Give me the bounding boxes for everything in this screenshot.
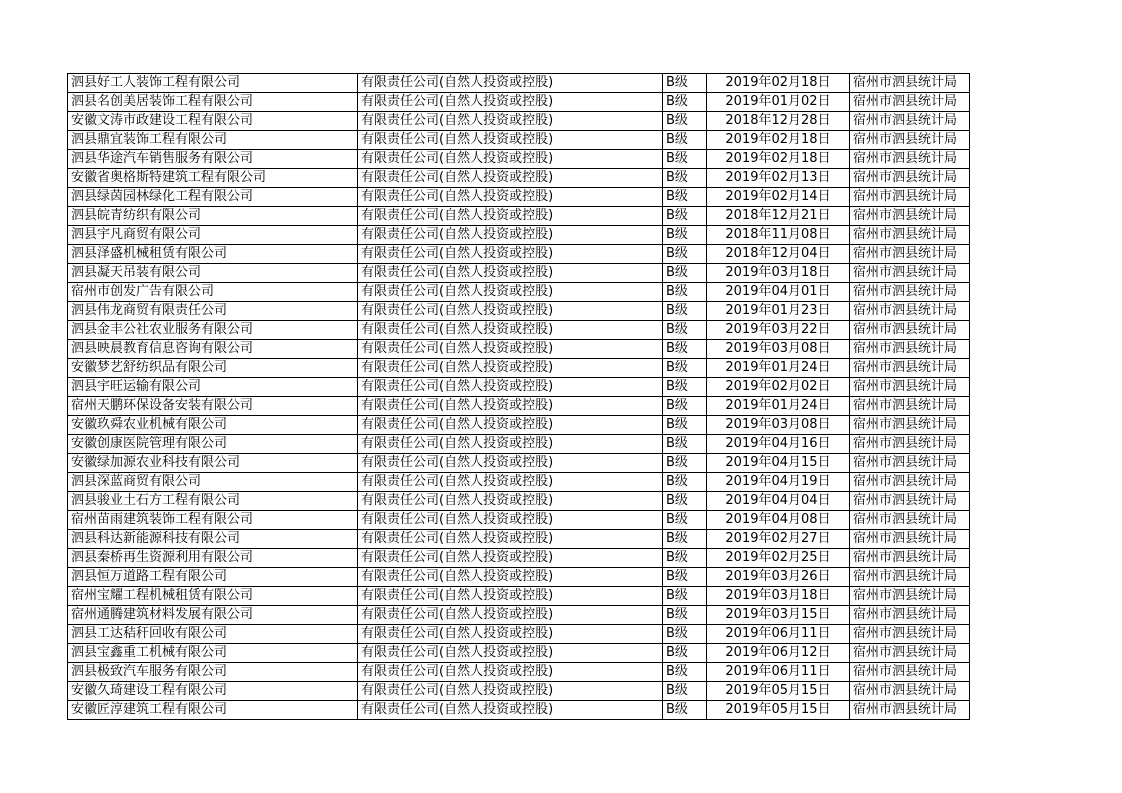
company-name-cell: 宿州宝耀工程机械租赁有限公司	[68, 587, 358, 606]
company-name-cell: 泗县名创美居装饰工程有限公司	[68, 93, 358, 112]
authority-cell: 宿州市泗县统计局	[850, 74, 970, 93]
authority-cell: 宿州市泗县统计局	[850, 416, 970, 435]
company-name-cell: 安徽文涛市政建设工程有限公司	[68, 112, 358, 131]
authority-cell: 宿州市泗县统计局	[850, 473, 970, 492]
date-cell: 2019年01月02日	[707, 93, 850, 112]
credit-grade-cell: B级	[663, 93, 707, 112]
authority-cell: 宿州市泗县统计局	[850, 397, 970, 416]
date-cell: 2019年04月16日	[707, 435, 850, 454]
credit-grade-cell: B级	[663, 150, 707, 169]
credit-grade-cell: B级	[663, 226, 707, 245]
credit-grade-cell: B级	[663, 663, 707, 682]
company-type-cell: 有限责任公司(自然人投资或控股)	[358, 473, 663, 492]
table-row	[68, 93, 970, 112]
credit-grade-cell: B级	[663, 606, 707, 625]
credit-grade-cell: B级	[663, 340, 707, 359]
authority-cell: 宿州市泗县统计局	[850, 169, 970, 188]
date-cell: 2019年04月19日	[707, 473, 850, 492]
credit-grade-cell: B级	[663, 188, 707, 207]
authority-cell: 宿州市泗县统计局	[850, 511, 970, 530]
company-name-cell: 泗县深蓝商贸有限公司	[68, 473, 358, 492]
authority-cell: 宿州市泗县统计局	[850, 359, 970, 378]
table-row	[68, 682, 970, 701]
company-type-cell: 有限责任公司(自然人投资或控股)	[358, 150, 663, 169]
credit-grade-cell: B级	[663, 131, 707, 150]
date-cell: 2019年04月15日	[707, 454, 850, 473]
table-row	[68, 530, 970, 549]
company-type-cell: 有限责任公司(自然人投资或控股)	[358, 587, 663, 606]
authority-cell: 宿州市泗县统计局	[850, 682, 970, 701]
table-row	[68, 226, 970, 245]
authority-cell: 宿州市泗县统计局	[850, 568, 970, 587]
table-row	[68, 283, 970, 302]
authority-cell: 宿州市泗县统计局	[850, 226, 970, 245]
table-row	[68, 625, 970, 644]
table-row	[68, 150, 970, 169]
credit-grade-cell: B级	[663, 549, 707, 568]
company-rating-table	[67, 73, 970, 720]
company-type-cell: 有限责任公司(自然人投资或控股)	[358, 74, 663, 93]
date-cell: 2019年02月18日	[707, 150, 850, 169]
credit-grade-cell: B级	[663, 169, 707, 188]
table-row	[68, 454, 970, 473]
company-type-cell: 有限责任公司(自然人投资或控股)	[358, 568, 663, 587]
company-name-cell: 泗县极致汽车服务有限公司	[68, 663, 358, 682]
credit-grade-cell: B级	[663, 530, 707, 549]
credit-grade-cell: B级	[663, 454, 707, 473]
authority-cell: 宿州市泗县统计局	[850, 587, 970, 606]
authority-cell: 宿州市泗县统计局	[850, 245, 970, 264]
credit-grade-cell: B级	[663, 378, 707, 397]
company-type-cell: 有限责任公司(自然人投资或控股)	[358, 416, 663, 435]
company-name-cell: 安徽创康医院管理有限公司	[68, 435, 358, 454]
authority-cell: 宿州市泗县统计局	[850, 454, 970, 473]
credit-grade-cell: B级	[663, 283, 707, 302]
company-type-cell: 有限责任公司(自然人投资或控股)	[358, 606, 663, 625]
date-cell: 2019年06月11日	[707, 663, 850, 682]
date-cell: 2019年03月18日	[707, 264, 850, 283]
table-row	[68, 435, 970, 454]
company-type-cell: 有限责任公司(自然人投资或控股)	[358, 530, 663, 549]
date-cell: 2019年04月01日	[707, 283, 850, 302]
authority-cell: 宿州市泗县统计局	[850, 112, 970, 131]
company-type-cell: 有限责任公司(自然人投资或控股)	[358, 302, 663, 321]
company-name-cell: 泗县映晨教育信息咨询有限公司	[68, 340, 358, 359]
authority-cell: 宿州市泗县统计局	[850, 663, 970, 682]
company-name-cell: 安徽省奥格斯特建筑工程有限公司	[68, 169, 358, 188]
credit-grade-cell: B级	[663, 587, 707, 606]
company-type-cell: 有限责任公司(自然人投资或控股)	[358, 340, 663, 359]
company-name-cell: 泗县绿茵园林绿化工程有限公司	[68, 188, 358, 207]
company-type-cell: 有限责任公司(自然人投资或控股)	[358, 378, 663, 397]
credit-grade-cell: B级	[663, 74, 707, 93]
credit-grade-cell: B级	[663, 245, 707, 264]
company-name-cell: 安徽绿加源农业科技有限公司	[68, 454, 358, 473]
company-type-cell: 有限责任公司(自然人投资或控股)	[358, 549, 663, 568]
company-type-cell: 有限责任公司(自然人投资或控股)	[358, 454, 663, 473]
company-type-cell: 有限责任公司(自然人投资或控股)	[358, 245, 663, 264]
table-row	[68, 663, 970, 682]
authority-cell: 宿州市泗县统计局	[850, 321, 970, 340]
credit-grade-cell: B级	[663, 644, 707, 663]
company-type-cell: 有限责任公司(自然人投资或控股)	[358, 226, 663, 245]
company-type-cell: 有限责任公司(自然人投资或控股)	[358, 112, 663, 131]
authority-cell: 宿州市泗县统计局	[850, 131, 970, 150]
authority-cell: 宿州市泗县统计局	[850, 302, 970, 321]
authority-cell: 宿州市泗县统计局	[850, 207, 970, 226]
date-cell: 2018年11月08日	[707, 226, 850, 245]
authority-cell: 宿州市泗县统计局	[850, 283, 970, 302]
table-row	[68, 511, 970, 530]
credit-grade-cell: B级	[663, 701, 707, 720]
table-row	[68, 321, 970, 340]
credit-grade-cell: B级	[663, 264, 707, 283]
company-name-cell: 泗县骏业土石方工程有限公司	[68, 492, 358, 511]
date-cell: 2019年06月11日	[707, 625, 850, 644]
table-row	[68, 74, 970, 93]
table-row	[68, 378, 970, 397]
table-row	[68, 169, 970, 188]
table-row	[68, 644, 970, 663]
credit-grade-cell: B级	[663, 207, 707, 226]
date-cell: 2018年12月04日	[707, 245, 850, 264]
table-body	[68, 74, 970, 720]
date-cell: 2019年04月08日	[707, 511, 850, 530]
company-type-cell: 有限责任公司(自然人投资或控股)	[358, 264, 663, 283]
company-type-cell: 有限责任公司(自然人投资或控股)	[358, 321, 663, 340]
date-cell: 2019年03月18日	[707, 587, 850, 606]
company-name-cell: 泗县科达新能源科技有限公司	[68, 530, 358, 549]
authority-cell: 宿州市泗县统计局	[850, 549, 970, 568]
company-name-cell: 泗县恒万道路工程有限公司	[68, 568, 358, 587]
table-row	[68, 473, 970, 492]
company-name-cell: 泗县凝天吊装有限公司	[68, 264, 358, 283]
date-cell: 2019年05月15日	[707, 682, 850, 701]
company-type-cell: 有限责任公司(自然人投资或控股)	[358, 682, 663, 701]
company-type-cell: 有限责任公司(自然人投资或控股)	[358, 435, 663, 454]
company-name-cell: 安徽匠淳建筑工程有限公司	[68, 701, 358, 720]
credit-grade-cell: B级	[663, 473, 707, 492]
table-row	[68, 131, 970, 150]
company-type-cell: 有限责任公司(自然人投资或控股)	[358, 169, 663, 188]
authority-cell: 宿州市泗县统计局	[850, 435, 970, 454]
table-row	[68, 397, 970, 416]
authority-cell: 宿州市泗县统计局	[850, 530, 970, 549]
table-row	[68, 264, 970, 283]
credit-grade-cell: B级	[663, 492, 707, 511]
date-cell: 2019年02月27日	[707, 530, 850, 549]
date-cell: 2019年03月08日	[707, 340, 850, 359]
table-row	[68, 207, 970, 226]
table-row	[68, 701, 970, 720]
company-type-cell: 有限责任公司(自然人投资或控股)	[358, 511, 663, 530]
table-row	[68, 568, 970, 587]
date-cell: 2019年02月14日	[707, 188, 850, 207]
company-name-cell: 泗县金丰公社农业服务有限公司	[68, 321, 358, 340]
company-name-cell: 泗县宝鑫重工机械有限公司	[68, 644, 358, 663]
company-type-cell: 有限责任公司(自然人投资或控股)	[358, 397, 663, 416]
table-row	[68, 112, 970, 131]
company-type-cell: 有限责任公司(自然人投资或控股)	[358, 188, 663, 207]
date-cell: 2019年04月04日	[707, 492, 850, 511]
date-cell: 2018年12月21日	[707, 207, 850, 226]
authority-cell: 宿州市泗县统计局	[850, 378, 970, 397]
table-row	[68, 416, 970, 435]
company-name-cell: 安徽玖舜农业机械有限公司	[68, 416, 358, 435]
company-type-cell: 有限责任公司(自然人投资或控股)	[358, 131, 663, 150]
date-cell: 2019年01月24日	[707, 397, 850, 416]
authority-cell: 宿州市泗县统计局	[850, 150, 970, 169]
company-name-cell: 泗县工达秸秆回收有限公司	[68, 625, 358, 644]
authority-cell: 宿州市泗县统计局	[850, 701, 970, 720]
credit-grade-cell: B级	[663, 625, 707, 644]
company-name-cell: 宿州市创发广告有限公司	[68, 283, 358, 302]
company-type-cell: 有限责任公司(自然人投资或控股)	[358, 283, 663, 302]
date-cell: 2019年03月22日	[707, 321, 850, 340]
company-name-cell: 泗县皖青纺织有限公司	[68, 207, 358, 226]
date-cell: 2019年05月15日	[707, 701, 850, 720]
credit-grade-cell: B级	[663, 302, 707, 321]
company-name-cell: 泗县宇凡商贸有限公司	[68, 226, 358, 245]
company-type-cell: 有限责任公司(自然人投资或控股)	[358, 644, 663, 663]
date-cell: 2019年01月24日	[707, 359, 850, 378]
company-name-cell: 泗县好工人装饰工程有限公司	[68, 74, 358, 93]
company-name-cell: 泗县宇旺运输有限公司	[68, 378, 358, 397]
company-name-cell: 安徽久琦建设工程有限公司	[68, 682, 358, 701]
company-name-cell: 泗县鼎宜装饰工程有限公司	[68, 131, 358, 150]
company-type-cell: 有限责任公司(自然人投资或控股)	[358, 93, 663, 112]
table-row	[68, 359, 970, 378]
authority-cell: 宿州市泗县统计局	[850, 188, 970, 207]
authority-cell: 宿州市泗县统计局	[850, 264, 970, 283]
table-row	[68, 245, 970, 264]
company-name-cell: 泗县华途汽车销售服务有限公司	[68, 150, 358, 169]
company-name-cell: 宿州天鹏环保设备安装有限公司	[68, 397, 358, 416]
credit-grade-cell: B级	[663, 435, 707, 454]
table-row	[68, 587, 970, 606]
company-name-cell: 泗县伟龙商贸有限责任公司	[68, 302, 358, 321]
credit-grade-cell: B级	[663, 682, 707, 701]
date-cell: 2019年02月13日	[707, 169, 850, 188]
company-name-cell: 宿州通腾建筑材料发展有限公司	[68, 606, 358, 625]
date-cell: 2019年02月18日	[707, 74, 850, 93]
company-name-cell: 泗县泽盛机械租赁有限公司	[68, 245, 358, 264]
credit-grade-cell: B级	[663, 112, 707, 131]
date-cell: 2019年03月26日	[707, 568, 850, 587]
table-row	[68, 606, 970, 625]
date-cell: 2019年02月18日	[707, 131, 850, 150]
credit-grade-cell: B级	[663, 416, 707, 435]
date-cell: 2019年03月08日	[707, 416, 850, 435]
credit-grade-cell: B级	[663, 321, 707, 340]
authority-cell: 宿州市泗县统计局	[850, 625, 970, 644]
authority-cell: 宿州市泗县统计局	[850, 606, 970, 625]
date-cell: 2019年06月12日	[707, 644, 850, 663]
company-type-cell: 有限责任公司(自然人投资或控股)	[358, 359, 663, 378]
company-name-cell: 安徽梦艺舒纺织品有限公司	[68, 359, 358, 378]
credit-grade-cell: B级	[663, 397, 707, 416]
company-type-cell: 有限责任公司(自然人投资或控股)	[358, 625, 663, 644]
date-cell: 2019年03月15日	[707, 606, 850, 625]
company-type-cell: 有限责任公司(自然人投资或控股)	[358, 207, 663, 226]
date-cell: 2019年01月23日	[707, 302, 850, 321]
credit-grade-cell: B级	[663, 359, 707, 378]
company-type-cell: 有限责任公司(自然人投资或控股)	[358, 492, 663, 511]
authority-cell: 宿州市泗县统计局	[850, 93, 970, 112]
date-cell: 2019年02月25日	[707, 549, 850, 568]
table-row	[68, 302, 970, 321]
credit-grade-cell: B级	[663, 568, 707, 587]
credit-grade-cell: B级	[663, 511, 707, 530]
company-name-cell: 宿州苗雨建筑装饰工程有限公司	[68, 511, 358, 530]
table-row	[68, 549, 970, 568]
company-name-cell: 泗县秦桥再生资源利用有限公司	[68, 549, 358, 568]
table-row	[68, 188, 970, 207]
table-row	[68, 492, 970, 511]
table-row	[68, 340, 970, 359]
company-type-cell: 有限责任公司(自然人投资或控股)	[358, 701, 663, 720]
authority-cell: 宿州市泗县统计局	[850, 492, 970, 511]
date-cell: 2018年12月28日	[707, 112, 850, 131]
authority-cell: 宿州市泗县统计局	[850, 340, 970, 359]
date-cell: 2019年02月02日	[707, 378, 850, 397]
authority-cell: 宿州市泗县统计局	[850, 644, 970, 663]
company-type-cell: 有限责任公司(自然人投资或控股)	[358, 663, 663, 682]
